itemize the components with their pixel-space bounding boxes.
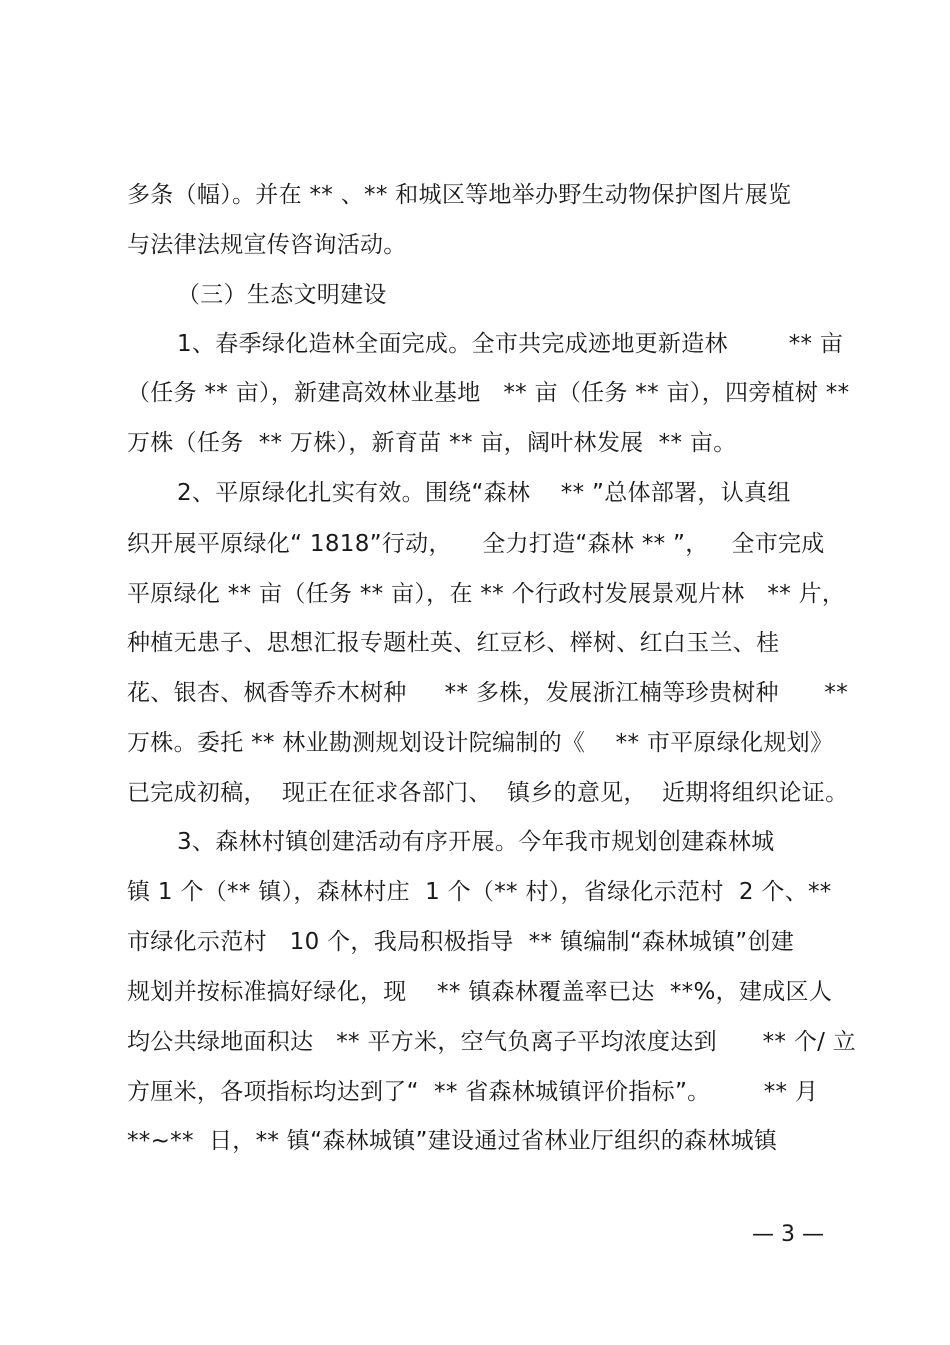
text-line: 市绿化示范村 10 个，我局积极指导 ** 镇编制“森林城镇”创建	[127, 929, 795, 955]
text-line: 平原绿化 ** 亩（任务 ** 亩），在 ** 个行政村发展景观片林 ** 片，	[127, 581, 846, 607]
page-number: — 3 —	[752, 1222, 824, 1247]
text-line: 均公共绿地面积达 ** 平方米，空气负离子平均浓度达到 ** 个/ 立	[127, 1029, 857, 1055]
text-line: 种植无患子、思想汇报专题杜英、红豆杉、榉树、红白玉兰、桂	[127, 630, 780, 656]
text-line: （任务 ** 亩），新建高效林业基地 ** 亩（任务 ** 亩），四旁植树 **	[127, 380, 850, 406]
text-line: 1、春季绿化造林全面完成。全市共完成迹地更新造林 ** 亩	[177, 331, 844, 357]
text-line: 已完成初稿， 现正在征求各部门、 镇乡的意见， 近期将组织论证。	[127, 780, 849, 806]
section-heading: （三）生态文明建设	[177, 282, 387, 308]
text-line: 织开展平原绿化“ 1818”行动， 全力打造“森林 ** ”， 全市完成	[127, 531, 825, 557]
text-line: 花、银杏、枫香等乔木树种 ** 多株，发展浙江楠等珍贵树种 **	[127, 680, 849, 706]
text-line: 镇 1 个（** 镇），森林村庄 1 个（** 村），省绿化示范村 2 个、**	[127, 879, 832, 905]
text-line: 2、平原绿化扎实有效。围绕“森林 ** ”总体部署，认真组	[177, 480, 791, 506]
text-line: 多条（幅）。并在 ** 、** 和城区等地举办野生动物保护图片展览	[127, 182, 792, 208]
text-line: 规划并按标准搞好绿化，现 ** 镇森林覆盖率已达 **%，建成区人	[127, 979, 833, 1005]
text-line: 与法律法规宣传咨询活动。	[127, 232, 407, 258]
text-line: 万株。委托 ** 林业勘测规划设计院编制的《 ** 市平原绿化规划》	[127, 730, 834, 756]
text-line: **~** 日，** 镇“森林城镇”建设通过省林业厅组织的森林城镇	[127, 1128, 778, 1154]
text-line: 万株（任务 ** 万株），新育苗 ** 亩，阔叶林发展 ** 亩。	[127, 430, 737, 456]
text-line: 3、森林村镇创建活动有序开展。今年我市规划创建森林城	[177, 829, 775, 855]
text-line: 方厘米，各项指标均达到了“ ** 省森林城镇评价指标”。 ** 月	[127, 1079, 819, 1105]
